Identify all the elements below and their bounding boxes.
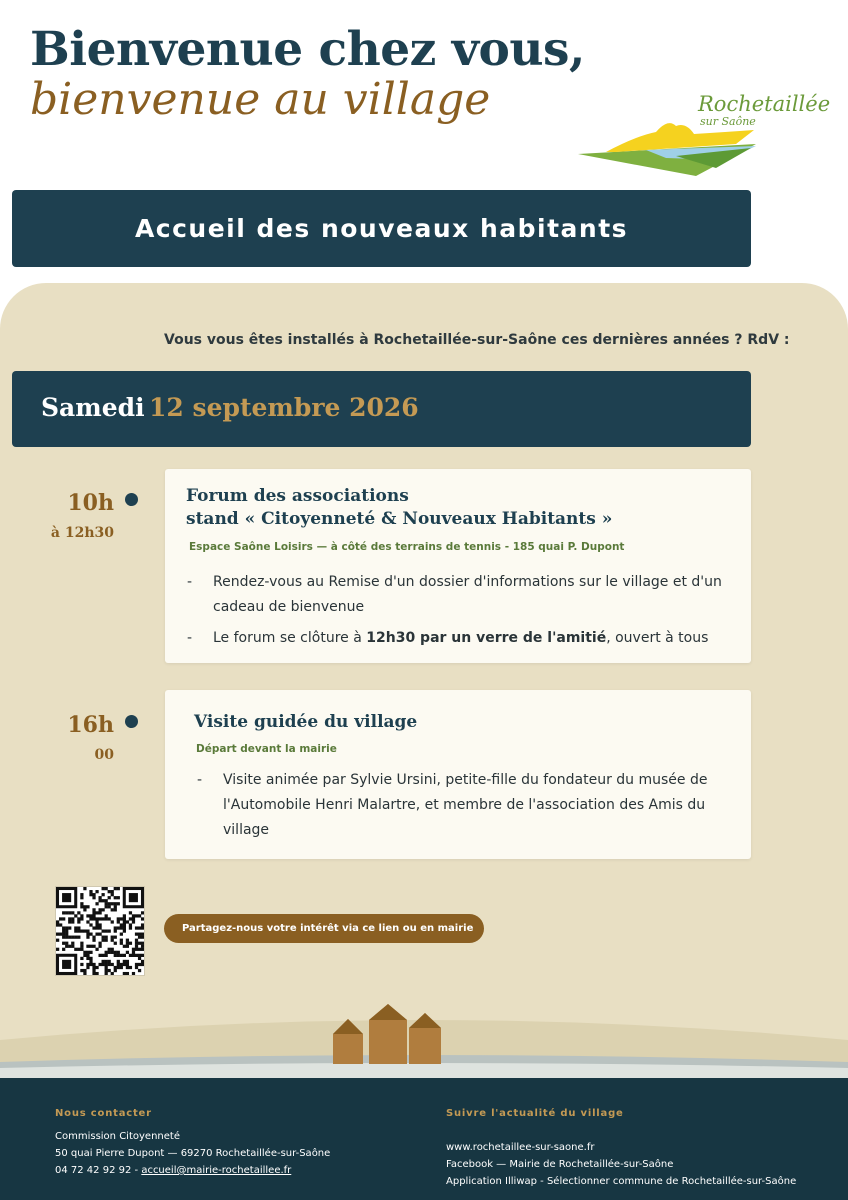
interest-link-button[interactable] xyxy=(164,914,484,943)
event-card xyxy=(165,469,751,663)
contact-line xyxy=(55,1165,291,1176)
news-facebook-link[interactable]: Facebook — Mairie de Rochetaillée-sur-Saône xyxy=(446,1159,674,1170)
intro-text: Vous vous êtes installés à Rochetaillée-sur-Saône ces dernières années ? RdV : xyxy=(164,332,790,348)
event-title-line2: stand « Citoyenneté & Nouveaux Habitants » xyxy=(186,509,613,529)
qr-code-icon xyxy=(56,887,144,975)
date-bar xyxy=(12,371,751,447)
event-time: 10h xyxy=(67,490,114,516)
event-title: Forum des associations xyxy=(186,486,409,506)
news-app-info: Application Illiwap - Sélectionner commune de Rochetaillée-sur-Saône xyxy=(446,1176,797,1187)
date-value: 12 septembre 2026 xyxy=(149,393,419,422)
event-time-end: 00 xyxy=(94,747,114,763)
footer xyxy=(0,1078,848,1200)
section-banner xyxy=(12,190,751,267)
event-location: Espace Saône Loisirs — à côté des terrains de tennis - 185 quai P. Dupont xyxy=(189,541,625,553)
village-houses-illustration xyxy=(0,990,848,1080)
page-title: Bienvenue chez vous, xyxy=(30,22,585,77)
event-card xyxy=(165,690,751,859)
contact-address: 50 quai Pierre Dupont — 69270 Rochetaillée-sur-Saône xyxy=(55,1148,331,1159)
event-title: Visite guidée du village xyxy=(194,712,418,732)
logo-landscape-icon xyxy=(576,108,786,178)
event-details xyxy=(187,570,743,651)
banner-title: Accueil des nouveaux habitants xyxy=(134,214,629,243)
logo-name: Rochetaillée xyxy=(698,92,831,116)
list-item: - Visite animée par Sylvie Ursini, petite-fille du fondateur du musée de l'Automobile Henri Malartre, et membre de l'association des Amis du village xyxy=(197,772,708,838)
contact-org: Commission Citoyenneté xyxy=(55,1131,180,1142)
timeline-dot xyxy=(125,715,138,728)
qr-code[interactable] xyxy=(55,886,145,976)
contact-heading: Nous contacter xyxy=(55,1108,152,1119)
event-details xyxy=(197,768,743,843)
contact-phone: 04 72 42 92 92 - xyxy=(55,1165,142,1176)
page-subtitle: bienvenue au village xyxy=(30,74,491,125)
news-heading: Suivre l'actualité du village xyxy=(446,1108,624,1119)
contact-email-link[interactable]: accueil@mairie-rochetaillee.fr xyxy=(141,1165,292,1176)
event-time-end: à 12h30 xyxy=(50,525,114,541)
list-item: - Rendez-vous au Remise d'un dossier d'informations sur le village et d'un cadeau de bienvenue xyxy=(187,574,722,615)
list-item: - Le forum se clôture à 12h30 par un verre de l'amitié, ouvert à tous xyxy=(187,630,709,646)
village-logo xyxy=(576,92,831,180)
news-website-link[interactable]: www.rochetaillee-sur-saone.fr xyxy=(446,1142,595,1153)
logo-sub: sur Saône xyxy=(700,115,756,128)
event-time: 16h xyxy=(67,712,114,738)
timeline-dot xyxy=(125,493,138,506)
interest-link-label: Partagez-nous votre intérêt via ce lien ou en mairie xyxy=(182,923,474,934)
event-location: Départ devant la mairie xyxy=(196,743,337,755)
date-day: Samedi xyxy=(41,393,145,422)
